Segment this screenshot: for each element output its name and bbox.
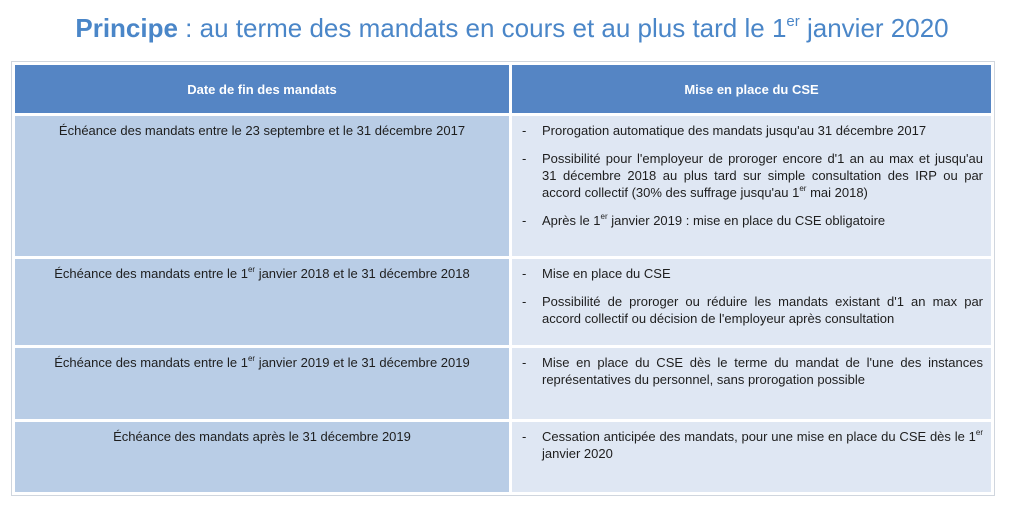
measures-cell — [512, 259, 991, 345]
list-item: - Cessation anticipée des mandats, pour une mise en place du CSE dès le 1er janvier 2020 — [520, 428, 983, 462]
title-text: : au terme des mandats en cours et au plus tard le 1 — [177, 13, 787, 43]
title-bold: Principe — [75, 13, 178, 43]
date-cell: Échéance des mandats après le 31 décembre 2019 — [15, 422, 509, 492]
list-item: - Après le 1er janvier 2019 : mise en place du CSE obligatoire — [520, 212, 983, 229]
header-mise-en-place: Mise en place du CSE — [512, 65, 991, 113]
title-text-end: janvier 2020 — [799, 13, 949, 43]
list-item: - Prorogation automatique des mandats jusqu'au 31 décembre 2017 — [520, 122, 983, 139]
mandates-table — [11, 61, 995, 496]
date-text: Échéance des mandats entre le 23 septembre et le 31 décembre 2017 — [58, 123, 466, 138]
date-cell: Échéance des mandats entre le 1er janvier 2019 et le 31 décembre 2019 — [15, 348, 509, 419]
table-row — [15, 116, 991, 256]
date-cell — [15, 116, 509, 256]
superscript: er — [600, 212, 608, 221]
superscript: er — [247, 354, 256, 363]
list-item: - Mise en place du CSE dès le terme du mandat de l'une des instances représentatives du personnel, sans prorogation possible — [520, 354, 983, 388]
superscript: er — [799, 184, 807, 193]
date-cell: Échéance des mandats entre le 1er janvier 2018 et le 31 décembre 2018 — [15, 259, 509, 345]
page-title — [0, 10, 1024, 46]
measures-list — [520, 265, 983, 327]
table-header-row — [15, 65, 991, 113]
superscript: er — [247, 265, 256, 274]
table-row — [15, 422, 991, 492]
table-row — [15, 348, 991, 419]
list-item: - Possibilité pour l'employeur de proroger encore d'1 an au max et jusqu'au 31 décembre 2018 au plus tard sur simple consultation des IRP ou par accord collectif (30% des suffrage jusqu'au 1er mai 2018) — [520, 150, 983, 201]
measures-list — [520, 428, 983, 462]
title-superscript: er — [786, 13, 800, 30]
list-item: - Possibilité de proroger ou réduire les mandats existant d'1 an max par accord collectif ou décision de l'employeur après consultation — [520, 293, 983, 327]
measures-cell — [512, 116, 991, 256]
measures-cell — [512, 348, 991, 419]
header-date-fin: Date de fin des mandats — [15, 65, 509, 113]
measures-list — [520, 354, 983, 388]
table-row — [15, 259, 991, 345]
list-item: - Mise en place du CSE — [520, 265, 983, 282]
measures-list — [520, 122, 983, 229]
superscript: er — [975, 428, 983, 437]
measures-cell — [512, 422, 991, 492]
